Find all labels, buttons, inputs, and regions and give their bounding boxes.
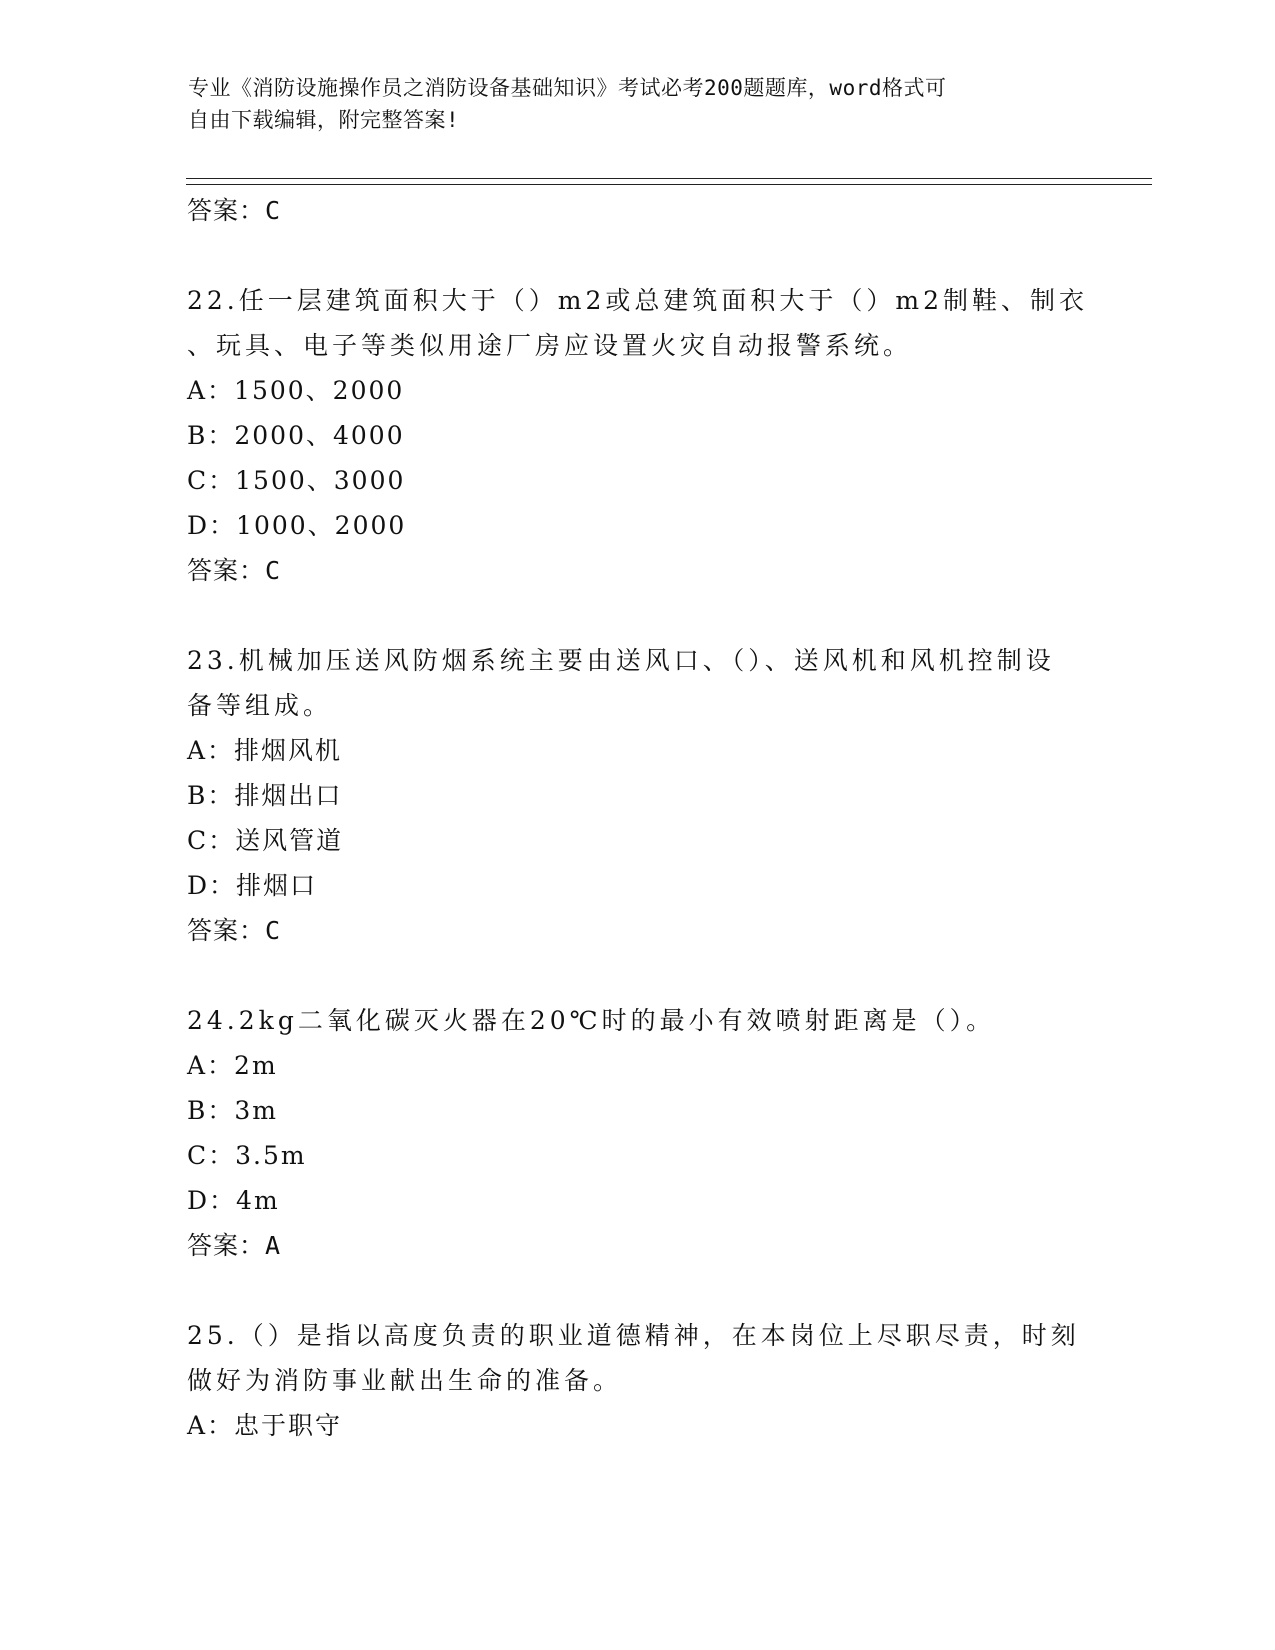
question-block	[187, 998, 1087, 1268]
option-c: C：3.5m	[187, 1141, 307, 1170]
answer-line: 答案：C	[187, 556, 282, 585]
question-block	[187, 638, 1087, 953]
option-a: A：忠于职守	[187, 1411, 343, 1440]
question-block	[187, 278, 1087, 593]
header-line-2: 自由下载编辑，附完整答案!	[188, 108, 460, 132]
option-d: D：1000、2000	[187, 511, 407, 540]
header-line-1: 专业《消防设施操作员之消防设备基础知识》考试必考200题题库，word格式可	[188, 76, 947, 100]
option-a: A：排烟风机	[187, 736, 343, 765]
option-a: A：1500、2000	[187, 376, 405, 405]
page-header	[188, 72, 1068, 136]
option-c: C：1500、3000	[187, 466, 406, 495]
option-b: B：排烟出口	[187, 781, 343, 810]
question-text: 、玩具、电子等类似用途厂房应设置火灾自动报警系统。	[187, 331, 913, 360]
option-b: B：2000、4000	[187, 421, 405, 450]
question-text: 做好为消防事业献出生命的准备。	[187, 1366, 623, 1395]
question-text: 25.（）是指以高度负责的职业道德精神，在本岗位上尽职尽责，时刻	[187, 1321, 1080, 1350]
header-divider-top	[186, 178, 1152, 179]
option-a: A：2m	[187, 1051, 278, 1080]
answer-line: 答案：C	[187, 916, 282, 945]
answer-line: 答案：A	[187, 1231, 282, 1260]
option-c: C：送风管道	[187, 826, 344, 855]
header-divider-bottom	[186, 184, 1152, 185]
answer-line: 答案：C	[187, 196, 282, 225]
document-body	[187, 188, 1087, 1448]
option-b: B：3m	[187, 1096, 278, 1125]
question-text: 24.2kg二氧化碳灭火器在20℃时的最小有效喷射距离是（）。	[187, 1006, 996, 1035]
question-text: 23.机械加压送风防烟系统主要由送风口、（）、送风机和风机控制设	[187, 646, 1055, 675]
question-block	[187, 1313, 1087, 1448]
question-text: 22.任一层建筑面积大于（）m2或总建筑面积大于（）m2制鞋、制衣	[187, 286, 1088, 315]
option-d: D：4m	[187, 1186, 280, 1215]
option-d: D：排烟口	[187, 871, 318, 900]
question-text: 备等组成。	[187, 691, 333, 720]
